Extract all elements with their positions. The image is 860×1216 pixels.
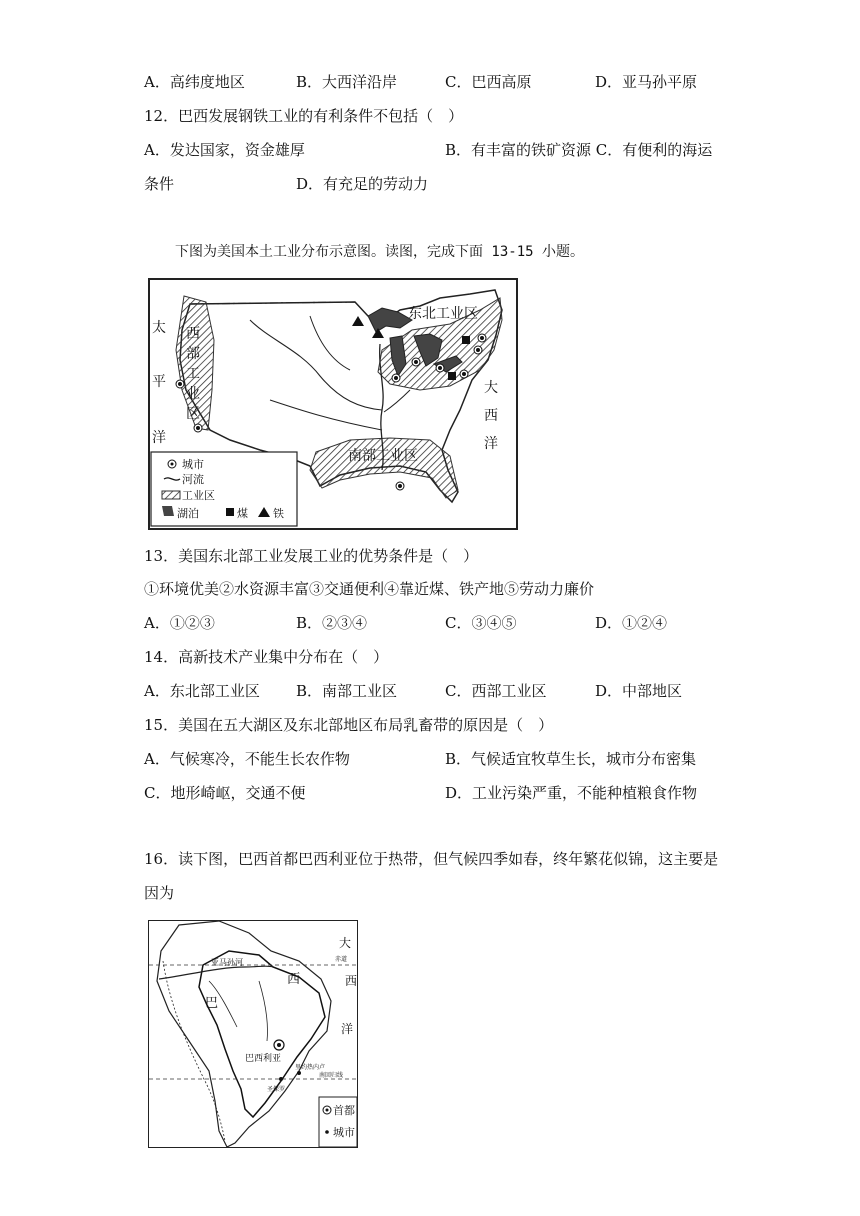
brazil-map [148,920,358,1148]
q12-option-c-cont: 条件 [144,175,175,193]
label-atlantic-3: 洋 [341,1022,354,1036]
q13-option-c: C．③④⑤ [445,614,517,632]
label-atlantic-1: 大 [484,380,498,396]
q15-option-d: D．工业污染严重，不能种植粮食作物 [445,784,698,802]
label-pacific-1: 太 [152,320,166,336]
q12-option-bc: B．有丰富的铁矿资源 C．有便利的海运 [445,141,713,159]
legend-iron: 铁 [273,507,284,520]
label-west-3: 工 [186,366,200,382]
q13-conditions: ①环境优美②水资源丰富③交通便利④靠近煤、铁产地⑤劳动力廉价 [144,580,595,598]
brazil-map-legend [319,1097,357,1147]
usa-industry-map [148,278,518,530]
label-northeast: 东北工业区 [408,306,478,322]
legend-river: 河流 [182,473,204,486]
label-capital: 巴西利亚 [245,1054,282,1064]
label-south: 南部工业区 [348,448,418,464]
label-atlantic-2: 西 [484,408,498,424]
q14-option-b: B．南部工业区 [296,682,398,700]
q15-option-b: B．气候适宜牧草生长，城市分布密集 [445,750,697,768]
label-atlantic-1: 大 [339,936,352,950]
coal-marker [462,336,470,344]
q11-option-a: A．高纬度地区 [144,73,245,91]
label-brazil-2: 西 [287,972,301,987]
q11-option-b: B．大西洋沿岸 [296,73,398,91]
q12-stem: 12．巴西发展钢铁工业的有利条件不包括（ ） [144,107,464,125]
label-equator: 赤道 [335,956,348,963]
south-america-outline [157,921,331,1147]
q13-option-d: D．①②④ [595,614,668,632]
label-tropic: 南回归线 [319,1072,344,1079]
coal-marker [448,372,456,380]
label-west-5: 区 [186,406,200,422]
legend-city: 城市 [333,1126,355,1139]
q12-option-a: A．发达国家，资金雄厚 [144,141,305,159]
q15-option-a: A．气候寒冷，不能生长农作物 [144,750,350,768]
q15-option-c: C．地形崎岖，交通不便 [144,784,306,802]
label-atlantic-3: 洋 [484,436,498,452]
q15-stem: 15．美国在五大湖区及东北部地区布局乳畜带的原因是（ ） [144,716,554,734]
label-sao-paulo: 圣保罗 [267,1086,286,1093]
q13-stem: 13．美国东北部工业发展工业的优势条件是（ ） [144,547,479,565]
legend-capital: 首都 [333,1104,355,1117]
q13-option-b: B．②③④ [296,614,368,632]
q14-option-c: C．西部工业区 [445,682,547,700]
city-marker [279,1077,283,1081]
label-west-1: 西 [186,326,200,342]
label-west-2: 部 [186,346,200,362]
label-atlantic-2: 西 [345,974,357,988]
q16-stem-line2: 因为 [144,884,175,902]
q13-option-a: A．①②③ [144,614,215,632]
label-pacific-3: 洋 [152,430,166,446]
amazon-river [159,966,273,979]
section-intro: 下图为美国本土工业分布示意图。读图，完成下面 13-15 小题。 [175,244,584,260]
q12-option-d: D．有充足的劳动力 [296,175,429,193]
legend-lake: 湖泊 [177,507,199,520]
label-amazon: 亚马孙河 [211,958,243,967]
legend-coal: 煤 [237,507,248,520]
south-industrial-zone [310,438,458,498]
label-rio: 里约热内卢 [295,1064,326,1071]
label-brazil-1: 巴 [205,996,219,1011]
q14-option-a: A．东北部工业区 [144,682,260,700]
legend-city: 城市 [182,458,204,471]
q14-option-d: D．中部地区 [595,682,683,700]
usa-map-legend [151,452,297,526]
legend-industrial: 工业区 [182,489,215,502]
label-west-4: 业 [186,386,200,402]
brazil-border [199,951,325,1117]
q11-option-c: C．巴西高原 [445,73,532,91]
iron-marker [352,316,364,326]
q11-option-d: D．亚马孙平原 [595,73,698,91]
label-pacific-2: 平 [152,374,166,390]
q14-stem: 14．高新技术产业集中分布在（ ） [144,648,389,666]
city-marker [297,1071,301,1075]
q16-stem-line1: 16．读下图，巴西首都巴西利亚位于热带，但气候四季如春，终年繁花似锦，这主要是 [144,850,719,868]
iron-marker [372,328,384,338]
